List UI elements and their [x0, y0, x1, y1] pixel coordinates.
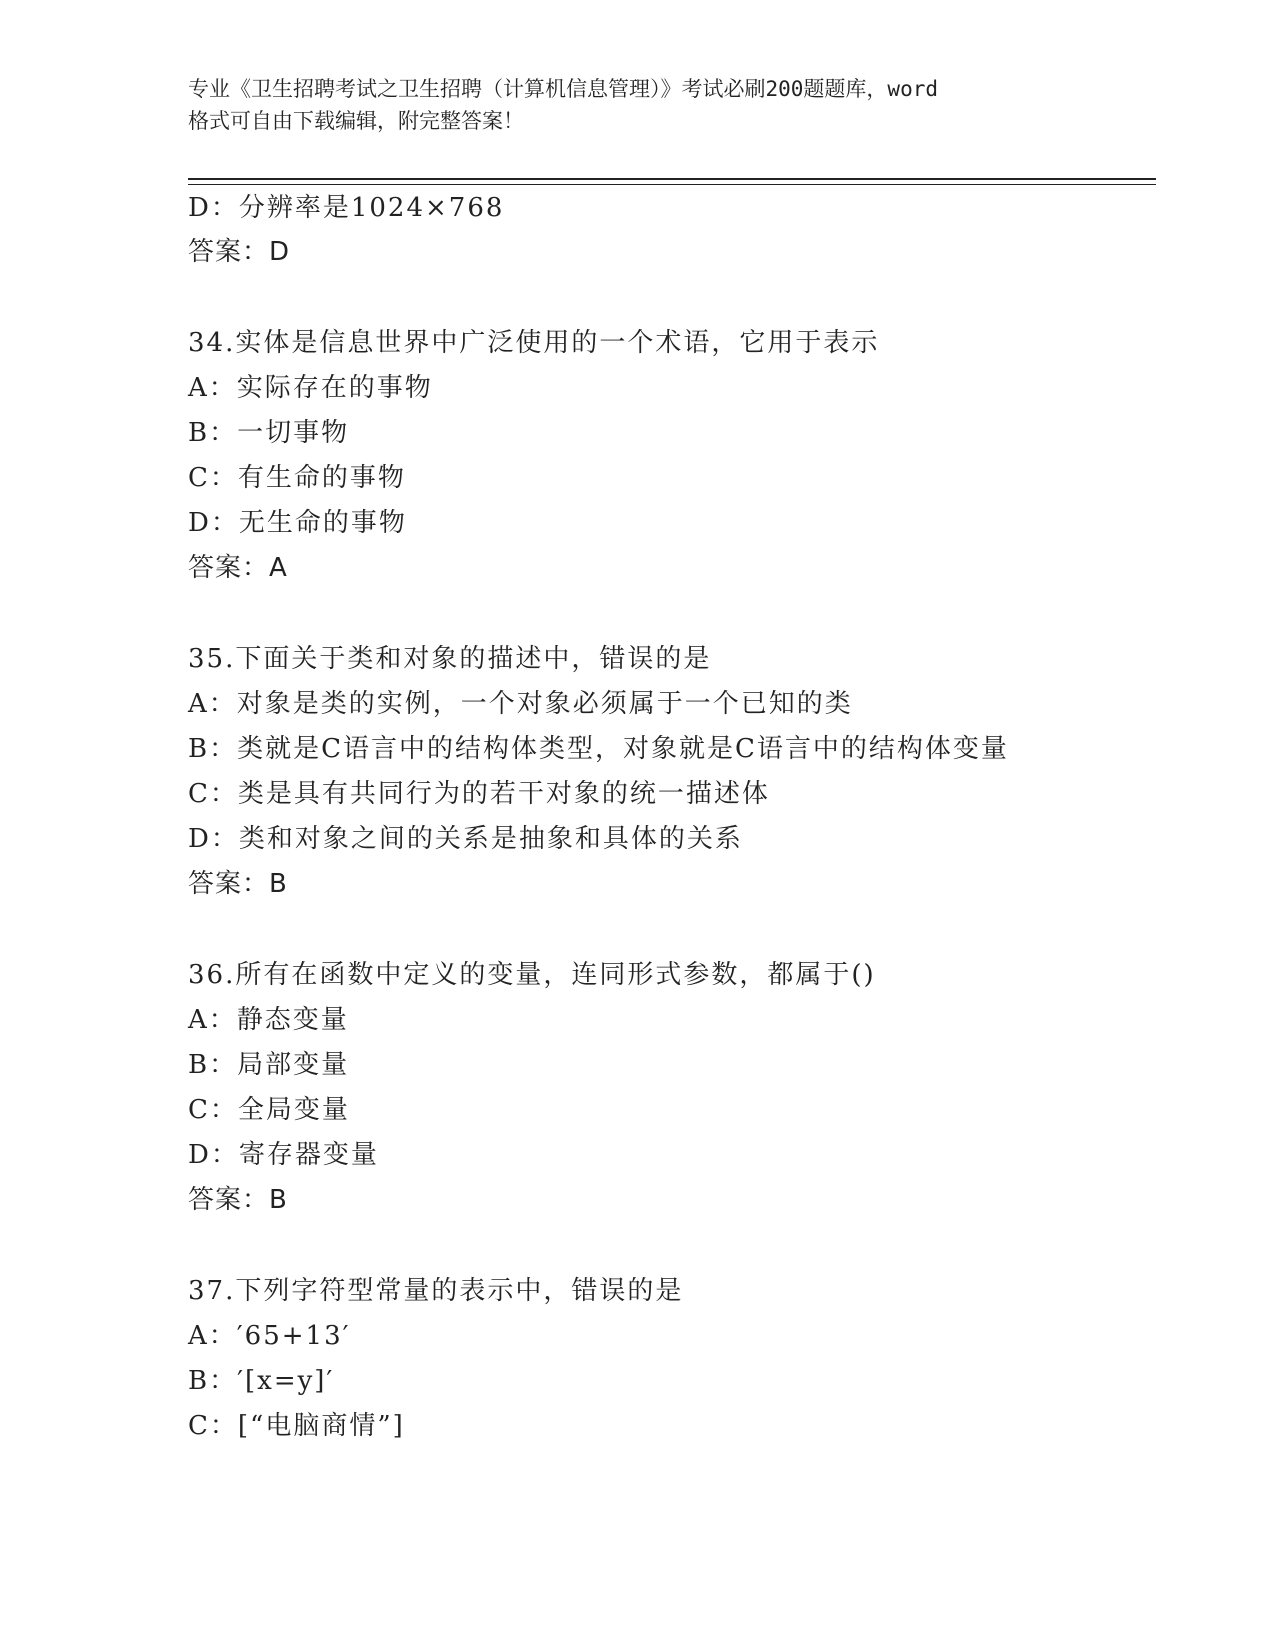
option-b-q35: B：类就是C语言中的结构体类型，对象就是C语言中的结构体变量 [188, 734, 1009, 764]
option-b-q34: B：一切事物 [188, 418, 350, 448]
question-35: 35.下面关于类和对象的描述中，错误的是 [188, 644, 712, 674]
question-37: 37.下列字符型常量的表示中，错误的是 [188, 1276, 684, 1306]
option-d-q36: D：寄存器变量 [188, 1140, 379, 1170]
option-c-q36: C：全局变量 [188, 1095, 350, 1125]
option-d-q35: D：类和对象之间的关系是抽象和具体的关系 [188, 824, 743, 854]
option-b-q36: B：局部变量 [188, 1050, 350, 1080]
question-36: 36.所有在函数中定义的变量，连同形式参数，都属于() [188, 960, 876, 990]
option-a-q36: A：静态变量 [188, 1005, 349, 1035]
answer-q33: 答案：D [188, 237, 291, 267]
header-line-1: 专业《卫生招聘考试之卫生招聘（计算机信息管理）》考试必刷200题题库，word [188, 77, 938, 101]
header-divider-thick [188, 178, 1156, 180]
option-b-q37: B：′[x=y]′ [188, 1366, 335, 1396]
option-a-q35: A：对象是类的实例，一个对象必须属于一个已知的类 [188, 689, 853, 719]
option-d-q33: D：分辨率是1024×768 [188, 193, 505, 223]
option-c-q35: C：类是具有共同行为的若干对象的统一描述体 [188, 779, 770, 809]
question-34: 34.实体是信息世界中广泛使用的一个术语，它用于表示 [188, 328, 880, 358]
answer-q36: 答案：B [188, 1185, 288, 1215]
answer-q35: 答案：B [188, 869, 288, 899]
document-header [188, 73, 1088, 137]
option-a-q34: A：实际存在的事物 [188, 373, 433, 403]
header-divider-thin [188, 184, 1156, 185]
option-d-q34: D：无生命的事物 [188, 508, 407, 538]
option-c-q37: C：[“电脑商情”] [188, 1411, 405, 1441]
option-c-q34: C：有生命的事物 [188, 463, 406, 493]
answer-q34: 答案：A [188, 553, 288, 583]
header-line-2: 格式可自由下载编辑，附完整答案！ [188, 109, 524, 133]
option-a-q37: A：′65+13′ [188, 1321, 351, 1351]
